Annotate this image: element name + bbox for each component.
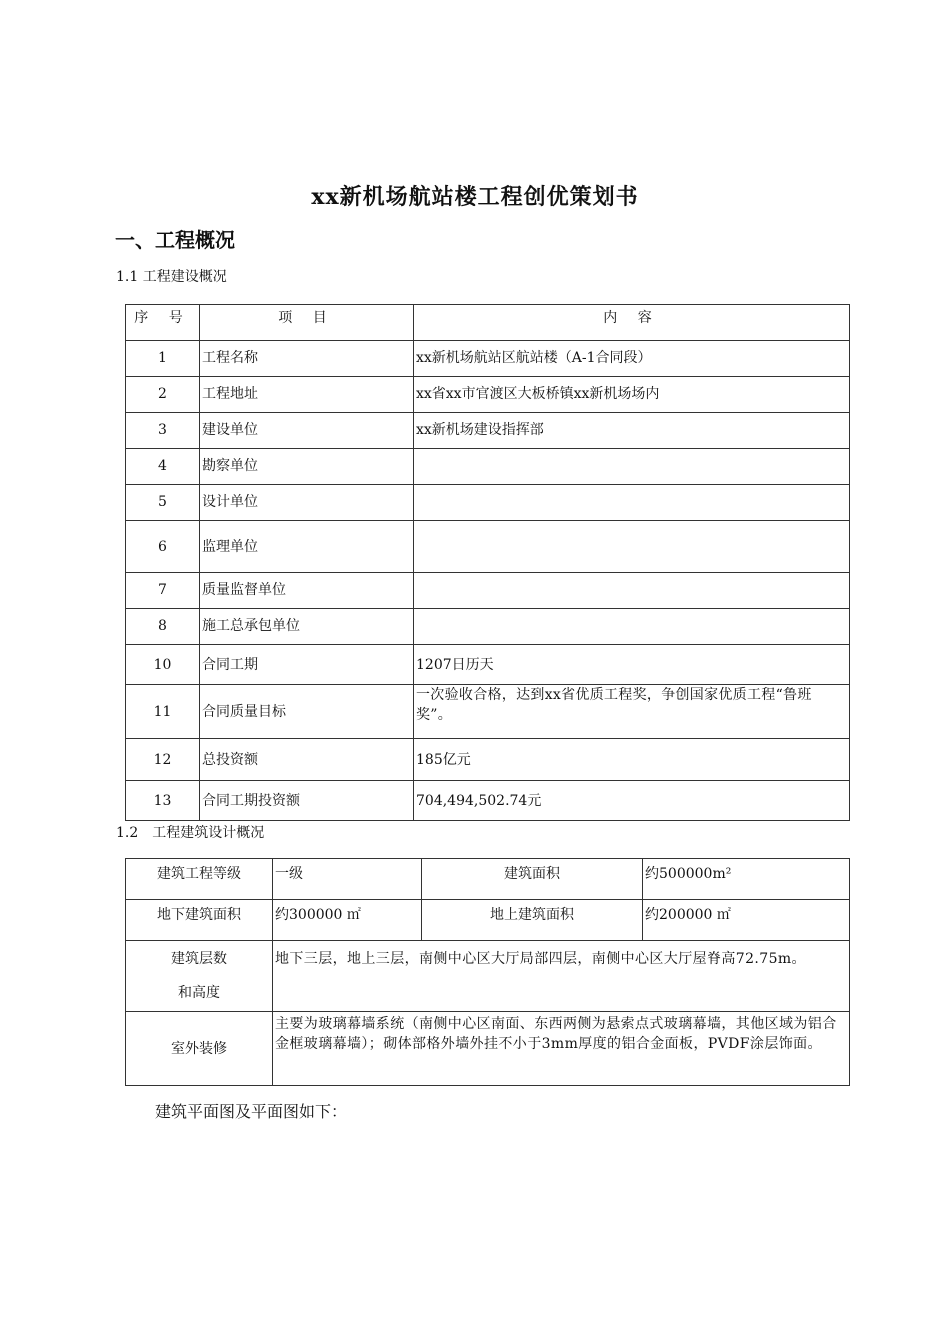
table-row [126, 645, 850, 685]
table-row [126, 900, 850, 941]
value-cell: 约300000 ㎡ [273, 900, 422, 941]
row-content: 704,494,502.74元 [414, 781, 850, 821]
table-row [126, 781, 850, 821]
building-design-table [125, 858, 850, 1086]
header-cell: 序 号 [126, 305, 200, 341]
header-cell: 内 容 [414, 305, 850, 341]
row-item: 合同工期 [200, 645, 414, 685]
row-content: 一次验收合格，达到xx省优质工程奖，争创国家优质工程“鲁班奖”。 [414, 685, 850, 739]
row-item: 建设单位 [200, 413, 414, 449]
row-content: xx新机场航站区航站楼（A-1合同段） [414, 341, 850, 377]
table-row [126, 377, 850, 413]
label-cell: 地下建筑面积 [126, 900, 273, 941]
table-row [126, 341, 850, 377]
row-content [414, 449, 850, 485]
row-number: 8 [126, 609, 200, 645]
row-content: 1207日历天 [414, 645, 850, 685]
row-item: 合同质量目标 [200, 685, 414, 739]
label-cell: 建筑面积 [422, 859, 643, 900]
row-number: 7 [126, 573, 200, 609]
table-row [126, 609, 850, 645]
subsection-heading: 1.1 工程建设概况 [116, 269, 227, 285]
row-content [414, 521, 850, 573]
row-content: 185亿元 [414, 739, 850, 781]
row-number: 6 [126, 521, 200, 573]
value-cell: 约500000m² [643, 859, 850, 900]
row-content [414, 609, 850, 645]
row-number: 10 [126, 645, 200, 685]
table-row [126, 859, 850, 900]
table-row [126, 449, 850, 485]
value-cell: 地下三层，地上三层，南侧中心区大厅局部四层，南侧中心区大厅屋脊高72.75m。 [273, 941, 850, 1012]
row-content: xx新机场建设指挥部 [414, 413, 850, 449]
document-title: xx新机场航站楼工程创优策划书 [311, 184, 639, 210]
row-number: 11 [126, 685, 200, 739]
figure-caption: 建筑平面图及平面图如下： [155, 1102, 348, 1121]
table-row [126, 521, 850, 573]
subsection-heading: 1.2 工程建筑设计概况 [116, 825, 265, 841]
row-number: 3 [126, 413, 200, 449]
table-row [126, 941, 850, 1012]
row-number: 5 [126, 485, 200, 521]
row-item: 设计单位 [200, 485, 414, 521]
label-cell: 地上建筑面积 [422, 900, 643, 941]
label-cell: 室外装修 [126, 1012, 273, 1086]
table-row [126, 739, 850, 781]
section-heading: 一、工程概况 [115, 228, 235, 252]
row-item: 合同工期投资额 [200, 781, 414, 821]
row-number: 12 [126, 739, 200, 781]
row-item: 监理单位 [200, 521, 414, 573]
value-cell: 一级 [273, 859, 422, 900]
row-number: 1 [126, 341, 200, 377]
table-row [126, 413, 850, 449]
project-overview-table [125, 304, 850, 821]
value-cell: 约200000 ㎡ [643, 900, 850, 941]
table-row [126, 685, 850, 739]
row-item: 勘察单位 [200, 449, 414, 485]
table-row [126, 573, 850, 609]
row-content: xx省xx市官渡区大板桥镇xx新机场场内 [414, 377, 850, 413]
header-cell: 项 目 [200, 305, 414, 341]
table-row [126, 1012, 850, 1086]
label-cell: 建筑工程等级 [126, 859, 273, 900]
row-content [414, 485, 850, 521]
row-number: 2 [126, 377, 200, 413]
row-item: 总投资额 [200, 739, 414, 781]
table-header-row [126, 305, 850, 341]
value-cell: 主要为玻璃幕墙系统（南侧中心区南面、东西两侧为悬索点式玻璃幕墙，其他区域为铝合金框玻璃幕墙）；砌体部格外墙外挂不小于3mm厚度的铝合金面板，PVDF涂层饰面。 [273, 1012, 850, 1086]
label-line: 建筑层数 [171, 951, 227, 967]
row-number: 4 [126, 449, 200, 485]
table-row [126, 485, 850, 521]
row-item: 施工总承包单位 [200, 609, 414, 645]
row-number: 13 [126, 781, 200, 821]
row-content [414, 573, 850, 609]
label-line: 和高度 [178, 985, 220, 1001]
label-cell [126, 941, 273, 1012]
row-item: 工程地址 [200, 377, 414, 413]
row-item: 质量监督单位 [200, 573, 414, 609]
row-item: 工程名称 [200, 341, 414, 377]
